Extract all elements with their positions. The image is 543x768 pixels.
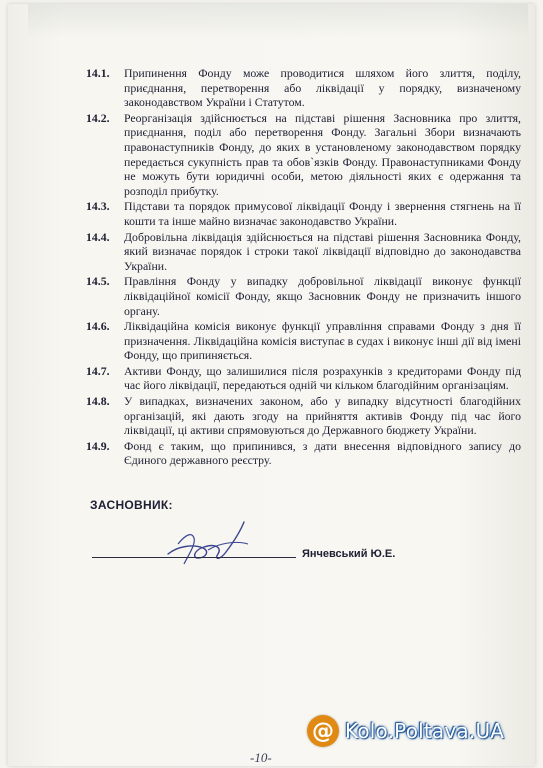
handwritten-signature (148, 514, 258, 574)
clause-number: 14.4. (86, 229, 110, 244)
site-watermark (307, 714, 535, 748)
clause-text: У випадках, визначених законом, або у випадку відсутності благодійних організацій, які дають згоду на прийняття активів Фонду під час його ліквідації, ці активи спрямовуються до Державного бюджету України. (124, 394, 521, 438)
clause-text: Добровільна ліквідація здійснюється на підставі рішення Засновника Фонду, який визначає порядок і строки такої ліквідації відповідно до законодавства України. (124, 229, 521, 273)
clause-number: 14.5. (86, 274, 110, 289)
clause-text: Фонд є таким, що припинився, з дати внесення відповідного запису до Єдиного державного реєстру. (124, 438, 521, 468)
clause-14-1 (86, 66, 521, 110)
clause-text: Правління Фонду у випадку добровільної ліквідації виконує функції ліквідаційної комісії Фонду, якщо Засновник Фонду не призначить іншого органу. (124, 274, 521, 318)
clause-text: Припинення Фонду може проводитися шляхом його злиття, поділу, приєднання, перетворення або ліквідації у порядку, визначеному законодавством України і Статутом. (124, 66, 521, 110)
clause-text: Реорганізація здійснюється на підставі рішення Засновника про злиття, приєднання, поділ або перетворення Фонду. Загальні Збори визначають правонаступників Фонду, до яких в установленому законодавством порядку передається сукупність прав та обов`язків Фонду. Правонаступниками Фонду не можуть бути юридичні особи, метою діяльності яких є одержання та розподіл прибутку. (124, 110, 521, 198)
paper-fold-shadow (28, 4, 528, 38)
clause-14-6 (86, 319, 521, 363)
clause-number: 14.1. (86, 66, 110, 80)
clause-text: Ліквідаційна комісія виконує функції управління справами Фонду з дня її призначення. Ліквідаційна комісія виступає в судах і виконує інші дії від імені Фонду, що припиняється. (124, 319, 521, 363)
clause-text: Підстави та порядок примусової ліквідації Фонду і звернення стягнень на її кошти та інше майно визначає законодавство України. (124, 199, 521, 228)
clause-14-2 (86, 111, 521, 199)
clause-number: 14.7. (86, 363, 110, 378)
clause-14-4 (86, 230, 521, 274)
clause-14-7 (86, 364, 521, 393)
clause-text: Активи Фонду, що залишилися після розрахунків з кредиторами Фонду під час його ліквідації, передаються одній чи кільком благодійним організаціям. (124, 363, 521, 393)
clause-list (86, 66, 521, 469)
at-sign-icon: @ (307, 715, 339, 747)
document-page (8, 4, 535, 766)
clause-number: 14.2. (86, 110, 110, 125)
clause-number: 14.6. (86, 319, 110, 334)
clause-number: 14.9. (86, 438, 110, 453)
clause-14-9 (86, 439, 521, 468)
signatory-name: Янчевський Ю.Е. (302, 548, 396, 560)
clause-14-5 (86, 274, 521, 318)
clause-14-8 (86, 394, 521, 438)
clause-number: 14.8. (86, 394, 110, 409)
clause-14-3 (86, 199, 521, 228)
clause-number: 14.3. (86, 199, 110, 214)
watermark-text: Kolo.Poltava.UA (345, 719, 505, 743)
signature-line (92, 557, 296, 558)
founder-heading: ЗАСНОВНИК: (90, 498, 173, 512)
page-number: -10- (250, 750, 272, 765)
